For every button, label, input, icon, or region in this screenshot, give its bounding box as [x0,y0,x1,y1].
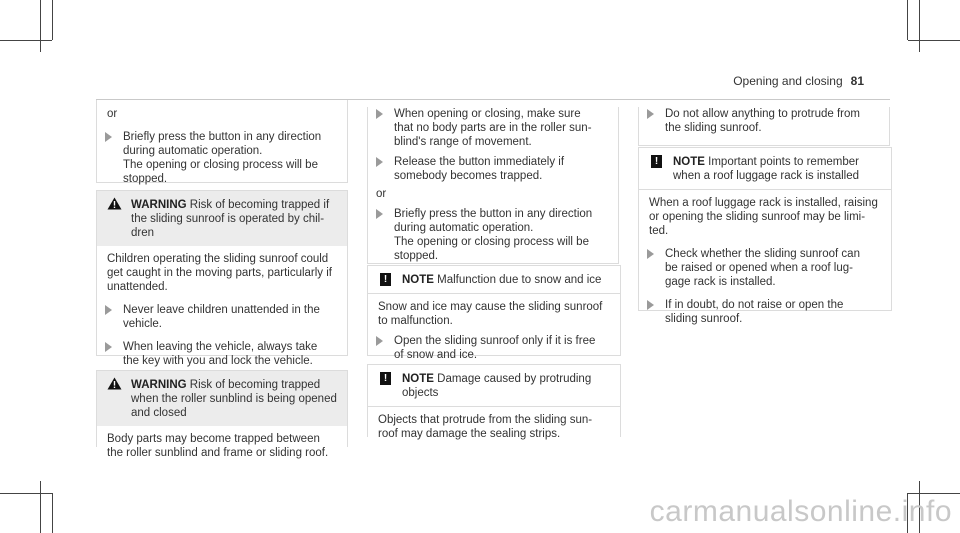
text-line: When leaving the vehicle, always take [123,341,318,353]
text-line: the sliding sunroof. [665,122,762,134]
step-arrow-icon [647,300,654,310]
note-exclamation-icon: ! [651,155,662,168]
crop-mark [0,40,52,41]
warning-title-line: and closed [131,407,187,419]
note-box [367,265,621,361]
warning-box [96,370,348,459]
or-label: or [376,188,387,200]
warning-body [97,246,347,376]
text-line: Briefly press the button in any direction [394,208,593,220]
note-exclamation-icon: ! [380,372,391,385]
text-line: Objects that protrude from the sliding sun- [378,414,593,426]
text-line: the roller sunblind and frame or sliding roof. [107,447,329,459]
text-line: Never leave children unattended in the [123,304,320,316]
or-label: or [107,108,118,120]
text-line: The opening or closing process will be [123,159,318,171]
text-line: the key with you and lock the vehicle. [123,355,313,367]
crop-mark [40,481,41,533]
text-line: or opening the sliding sunroof may be limi- [649,211,866,223]
crop-mark [40,0,41,52]
crop-mark [908,493,960,494]
note-body [368,294,620,370]
note-label: NOTE [402,373,434,385]
text-line: during automatic operation. [123,145,263,157]
text-line: Body parts may become trapped between [107,433,320,445]
crop-mark [52,0,53,40]
note-header [368,365,620,406]
text-line: of snow and ice. [394,349,478,361]
column-1 [96,100,348,459]
instruction-step [97,130,347,186]
text-line: gage rack is installed. [665,276,776,288]
warning-body [97,426,347,468]
running-header [733,74,864,88]
note-box [367,364,621,440]
step-arrow-icon [105,132,112,142]
step-arrow-icon [376,157,383,167]
step-arrow-icon [376,209,383,219]
note-header [639,148,891,189]
step-arrow-icon [647,109,654,119]
text-line: blind's range of movement. [394,136,532,148]
text-line: be raised or opened when a roof lug- [665,262,853,274]
text-line: somebody becomes trapped. [394,170,543,182]
page-number: 81 [850,74,864,88]
warning-header [97,371,347,426]
instruction-step [639,298,881,326]
warning-box [96,190,348,367]
text-line: When opening or closing, make sure [394,108,581,120]
text-line: ted. [649,225,669,237]
text-line: unattended. [107,281,168,293]
crop-mark [907,0,908,40]
warning-title-line: the sliding sunroof is operated by chil- [131,213,325,225]
watermark: carmanualsonline.info [649,495,952,528]
text-line: that no body parts are in the roller sun- [394,122,592,134]
text-line: The opening or closing process will be [394,236,589,248]
instruction-step [639,107,889,135]
text-line: Snow and ice may cause the sliding sunroof [378,301,603,313]
crop-mark [908,40,960,41]
crop-mark [0,493,52,494]
text-line: Children operating the sliding sunroof could [107,253,329,265]
text-line: to malfunction. [378,315,453,327]
warning-header [97,191,347,246]
instruction-step [368,207,618,263]
note-label: NOTE [673,156,705,168]
warning-label: WARNING [131,379,187,391]
column-3 [638,100,890,325]
warning-title-line: dren [131,227,155,239]
crop-mark [919,0,920,52]
text-line: Open the sliding sunroof only if it is free [394,335,596,347]
instruction-step [368,107,618,149]
text-line: roof may damage the sealing strips. [378,428,561,440]
text-line: If in doubt, do not raise or open the [665,299,844,311]
section-title: Opening and closing [733,74,843,88]
instruction-block [638,107,890,146]
text-line: sliding sunroof. [665,313,743,325]
instruction-step [639,247,881,289]
step-arrow-icon [376,336,383,346]
step-arrow-icon [376,109,383,119]
note-title-line: Malfunction due to snow and ice [437,274,602,286]
note-body [368,407,620,449]
instruction-block [96,100,348,183]
note-title-line: Damage caused by protruding [437,373,592,385]
instruction-step [97,340,337,368]
note-exclamation-icon: ! [380,273,391,286]
text-line: vehicle. [123,318,162,330]
text-line: Do not allow anything to protrude from [665,108,860,120]
warning-title-line: Risk of becoming trapped [189,379,321,391]
instruction-step [368,334,610,362]
note-body [639,190,891,334]
text-line: stopped. [394,250,439,262]
column-2 [367,100,619,440]
warning-title-line: when the roller sunblind is being opened [131,393,337,405]
instruction-block [367,107,619,264]
note-header [368,266,620,293]
warning-label: WARNING [131,199,187,211]
note-title-line: Important points to remember [708,156,859,168]
instruction-step [368,155,618,183]
instruction-step [97,303,337,331]
text-line: Release the button immediately if [394,156,565,168]
text-line: When a roof luggage rack is installed, raising [649,197,878,209]
text-line: get caught in the moving parts, particularly if [107,267,333,279]
note-label: NOTE [402,274,434,286]
step-arrow-icon [647,249,654,259]
note-title-line: objects [402,387,439,399]
note-title-line: when a roof luggage rack is installed [673,170,860,182]
step-arrow-icon [105,305,112,315]
warning-title-line: Risk of becoming trapped if [189,199,330,211]
warning-triangle-icon [107,377,122,390]
text-line: during automatic operation. [394,222,534,234]
text-line: Briefly press the button in any direction [123,131,322,143]
crop-mark [52,493,53,533]
text-line: Check whether the sliding sunroof can [665,248,860,260]
note-box [638,147,892,325]
warning-triangle-icon [107,197,122,210]
text-line: stopped. [123,173,168,185]
step-arrow-icon [105,342,112,352]
